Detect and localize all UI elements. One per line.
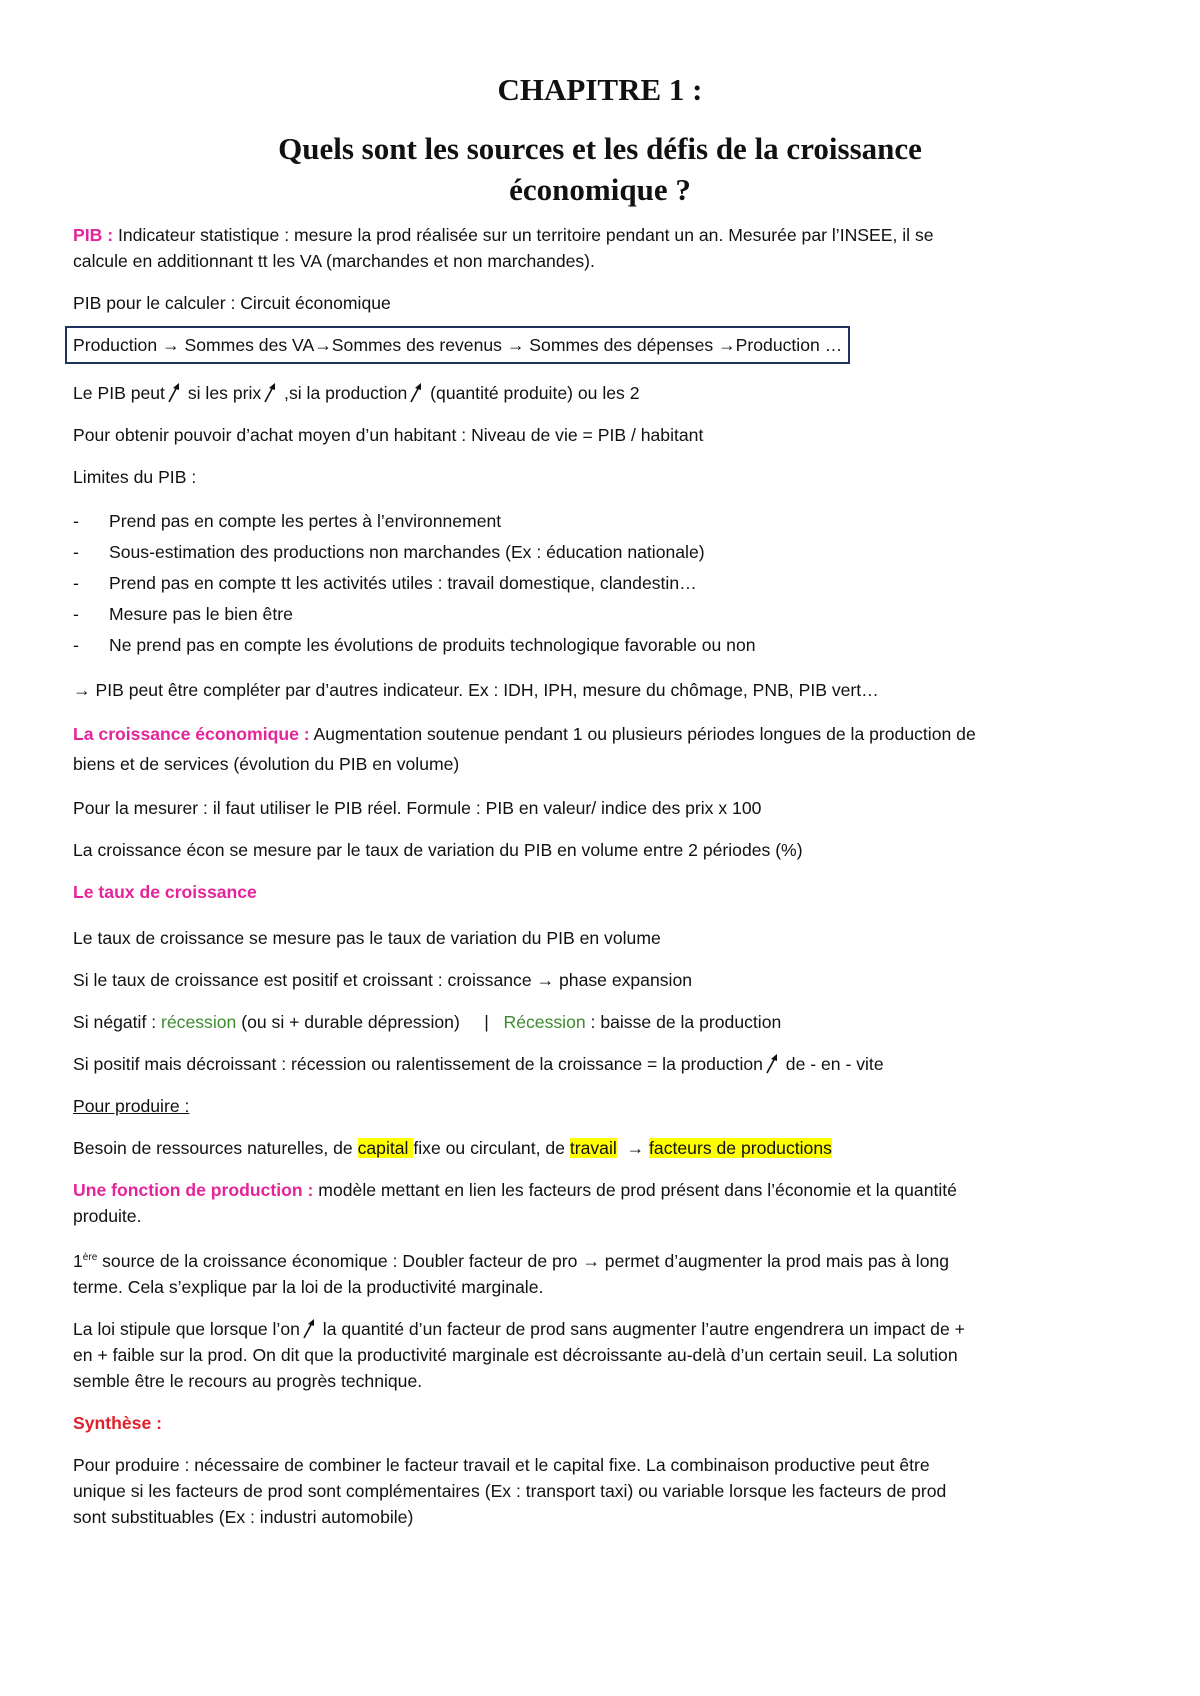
arrow-up-icon bbox=[765, 1053, 779, 1075]
fonction-loi: La loi stipule que lorsque l’on la quantité d’un facteur de prod sans augmenter l’autre engendrera un impact de + bbox=[73, 1318, 965, 1339]
taux-decroissant: Si positif mais décroissant : récession ou ralentissement de la croissance = la production de - en - vite bbox=[73, 1054, 884, 1074]
taux-heading: Le taux de croissance bbox=[73, 882, 257, 902]
synthese-text: Pour produire : nécessaire de combiner le facteur travail et le capital fixe. La combinaison productive peut être bbox=[73, 1454, 930, 1475]
taux-positif: Si le taux de croissance est positif et croissant : croissance → phase expansion bbox=[73, 970, 693, 990]
pib-definition: PIB : Indicateur statistique : mesure la prod réalisée sur un territoire pendant un an. Mesurée par l’INSEE, il se bbox=[73, 225, 934, 245]
limites-title: Limites du PIB : bbox=[73, 467, 197, 487]
limites-list bbox=[73, 506, 1133, 661]
fonction-source: 1ère source de la croissance économique : Doubler facteur de pro → permet d’augmenter la prod mais pas à long bbox=[73, 1250, 950, 1271]
taux-mesure: Le taux de croissance se mesure pas le taux de variation du PIB en volume bbox=[73, 928, 661, 948]
chapter-title: Quels sont les sources et les défis de la croissance économique ? bbox=[278, 131, 922, 207]
synthese-heading: Synthèse : bbox=[73, 1412, 162, 1433]
croissance-definition: La croissance économique : Augmentation soutenue pendant 1 ou plusieurs périodes longues de la production de bbox=[73, 724, 976, 744]
list-item: - Ne prend pas en compte les évolutions de produits technologique favorable ou non bbox=[73, 635, 756, 655]
circuit-intro: PIB pour le calculer : Circuit économique bbox=[73, 293, 391, 313]
fonction-definition: Une fonction de production : modèle mettant en lien les facteurs de prod présent dans l’économie et la quantité bbox=[73, 1180, 957, 1200]
circuit-box: Production → Sommes des VA→Sommes des revenus → Sommes des dépenses →Production … bbox=[65, 326, 850, 364]
list-item: - Sous-estimation des productions non marchandes (Ex : éducation nationale) bbox=[73, 542, 705, 562]
produire-besoin: Besoin de ressources naturelles, de capital fixe ou circulant, de travail → facteurs de productions bbox=[73, 1138, 832, 1158]
document-body: PIB : Indicateur statistique : mesure la prod réalisée sur un territoire pendant un an. Mesurée par l’INSEE, il se calcule en additionnant tt les VA (marchandes et non marchandes). PIB pour le calculer : Circuit économique Production → Sommes des VA→Sommes des revenus → Sommes des dépenses →Production … Le PIB peut si les prix ,si la production (quantité produite) ou les 2 Pour obtenir pouvoir d’achat moyen d’un habitant : Niveau de vie = PIB / habitant Limites du PIB : - Prend pas en compte les pertes à l’environnement - Sous-estimation des productions non marchandes (Ex : éducation nationale) - Prend pas en compte tt les activités utiles : travail domestique, clandestin… - Mesure pas le bien être - Ne prend pas en compte les évolutions de produits technologique favorable ou non → PIB peut être compléter par d’autres indicateur. Ex : IDH, IPH, mesure du chômage, PNB, PIB vert… La croissance économique : Augmentation soutenue pendant 1 ou plusieurs périodes longues de la production de biens et de services (évolution du PIB en volume) Pour la mesurer : il faut utiliser le PIB réel. Formule : PIB en valeur/ indice des prix x 100 La croissance écon se mesure par le taux de variation du PIB en volume entre 2 périodes (%) Le taux de croissance Le taux de croissance se mesure pas le taux de variation du PIB en volume Si le taux de croissance est positif et croissant : croissance → phase expansion Si négatif : récession (ou si + durable dépression) | Récession : baisse de la production Si positif mais décroissant : récession ou ralentissement de la croissance = la production de - en - vite Pour produire : Besoin de ressources naturelles, de capital fixe ou circulant, de travail → facteurs de productions Une fonction de production : modèle mettant en lien les facteurs de prod présent dans l’économie et la quantité produite. 1ère source de la croissance économique : Doubler facteur de pro → permet d’augmenter la prod mais pas à long terme. Cela s’explique par la loi de la productivité marginale. La loi stipule que lorsque l’on la quantité d’un facteur de prod sans augmenter l’autre engendrera un impact de + en + faible sur la prod. On dit que la productivité marginale est décroissante au-delà d’un certain seuil. La solution semble être le recours au progrès technique. Synthèse : Pour produire : nécessaire de combiner le facteur travail et le capital fixe. La combinaison productive peut être unique si les facteurs de prod sont complémentaires (Ex : transport taxi) ou variable lorsque les facteurs de prod sont substituables (Ex : industri automobile) bbox=[73, 222, 1133, 1530]
pib-completer: → PIB peut être compléter par d’autres indicateur. Ex : IDH, IPH, mesure du chômage, PNB, PIB vert… bbox=[73, 680, 879, 700]
taux-negatif: Si négatif : récession (ou si + durable dépression) | Récession : baisse de la production bbox=[73, 1012, 782, 1032]
pib-rise-line: Le PIB peut si les prix ,si la production (quantité produite) ou les 2 bbox=[73, 383, 640, 403]
chapter-heading: CHAPITRE 1 : bbox=[497, 72, 703, 107]
arrow-up-icon bbox=[409, 382, 423, 404]
arrow-up-icon bbox=[302, 1318, 316, 1340]
arrow-up-icon bbox=[263, 382, 277, 404]
croissance-se-mesure: La croissance écon se mesure par le taux de variation du PIB en volume entre 2 périodes (%) bbox=[73, 840, 803, 860]
list-item: - Prend pas en compte les pertes à l’environnement bbox=[73, 511, 502, 531]
list-item: - Prend pas en compte tt les activités utiles : travail domestique, clandestin… bbox=[73, 573, 697, 593]
list-item: - Mesure pas le bien être bbox=[73, 604, 293, 624]
croissance-mesurer: Pour la mesurer : il faut utiliser le PIB réel. Formule : PIB en valeur/ indice des prix x 100 bbox=[73, 798, 762, 818]
produire-title: Pour produire : bbox=[73, 1096, 190, 1116]
arrow-up-icon bbox=[167, 382, 181, 404]
pouvoir-achat: Pour obtenir pouvoir d’achat moyen d’un habitant : Niveau de vie = PIB / habitant bbox=[73, 425, 704, 445]
